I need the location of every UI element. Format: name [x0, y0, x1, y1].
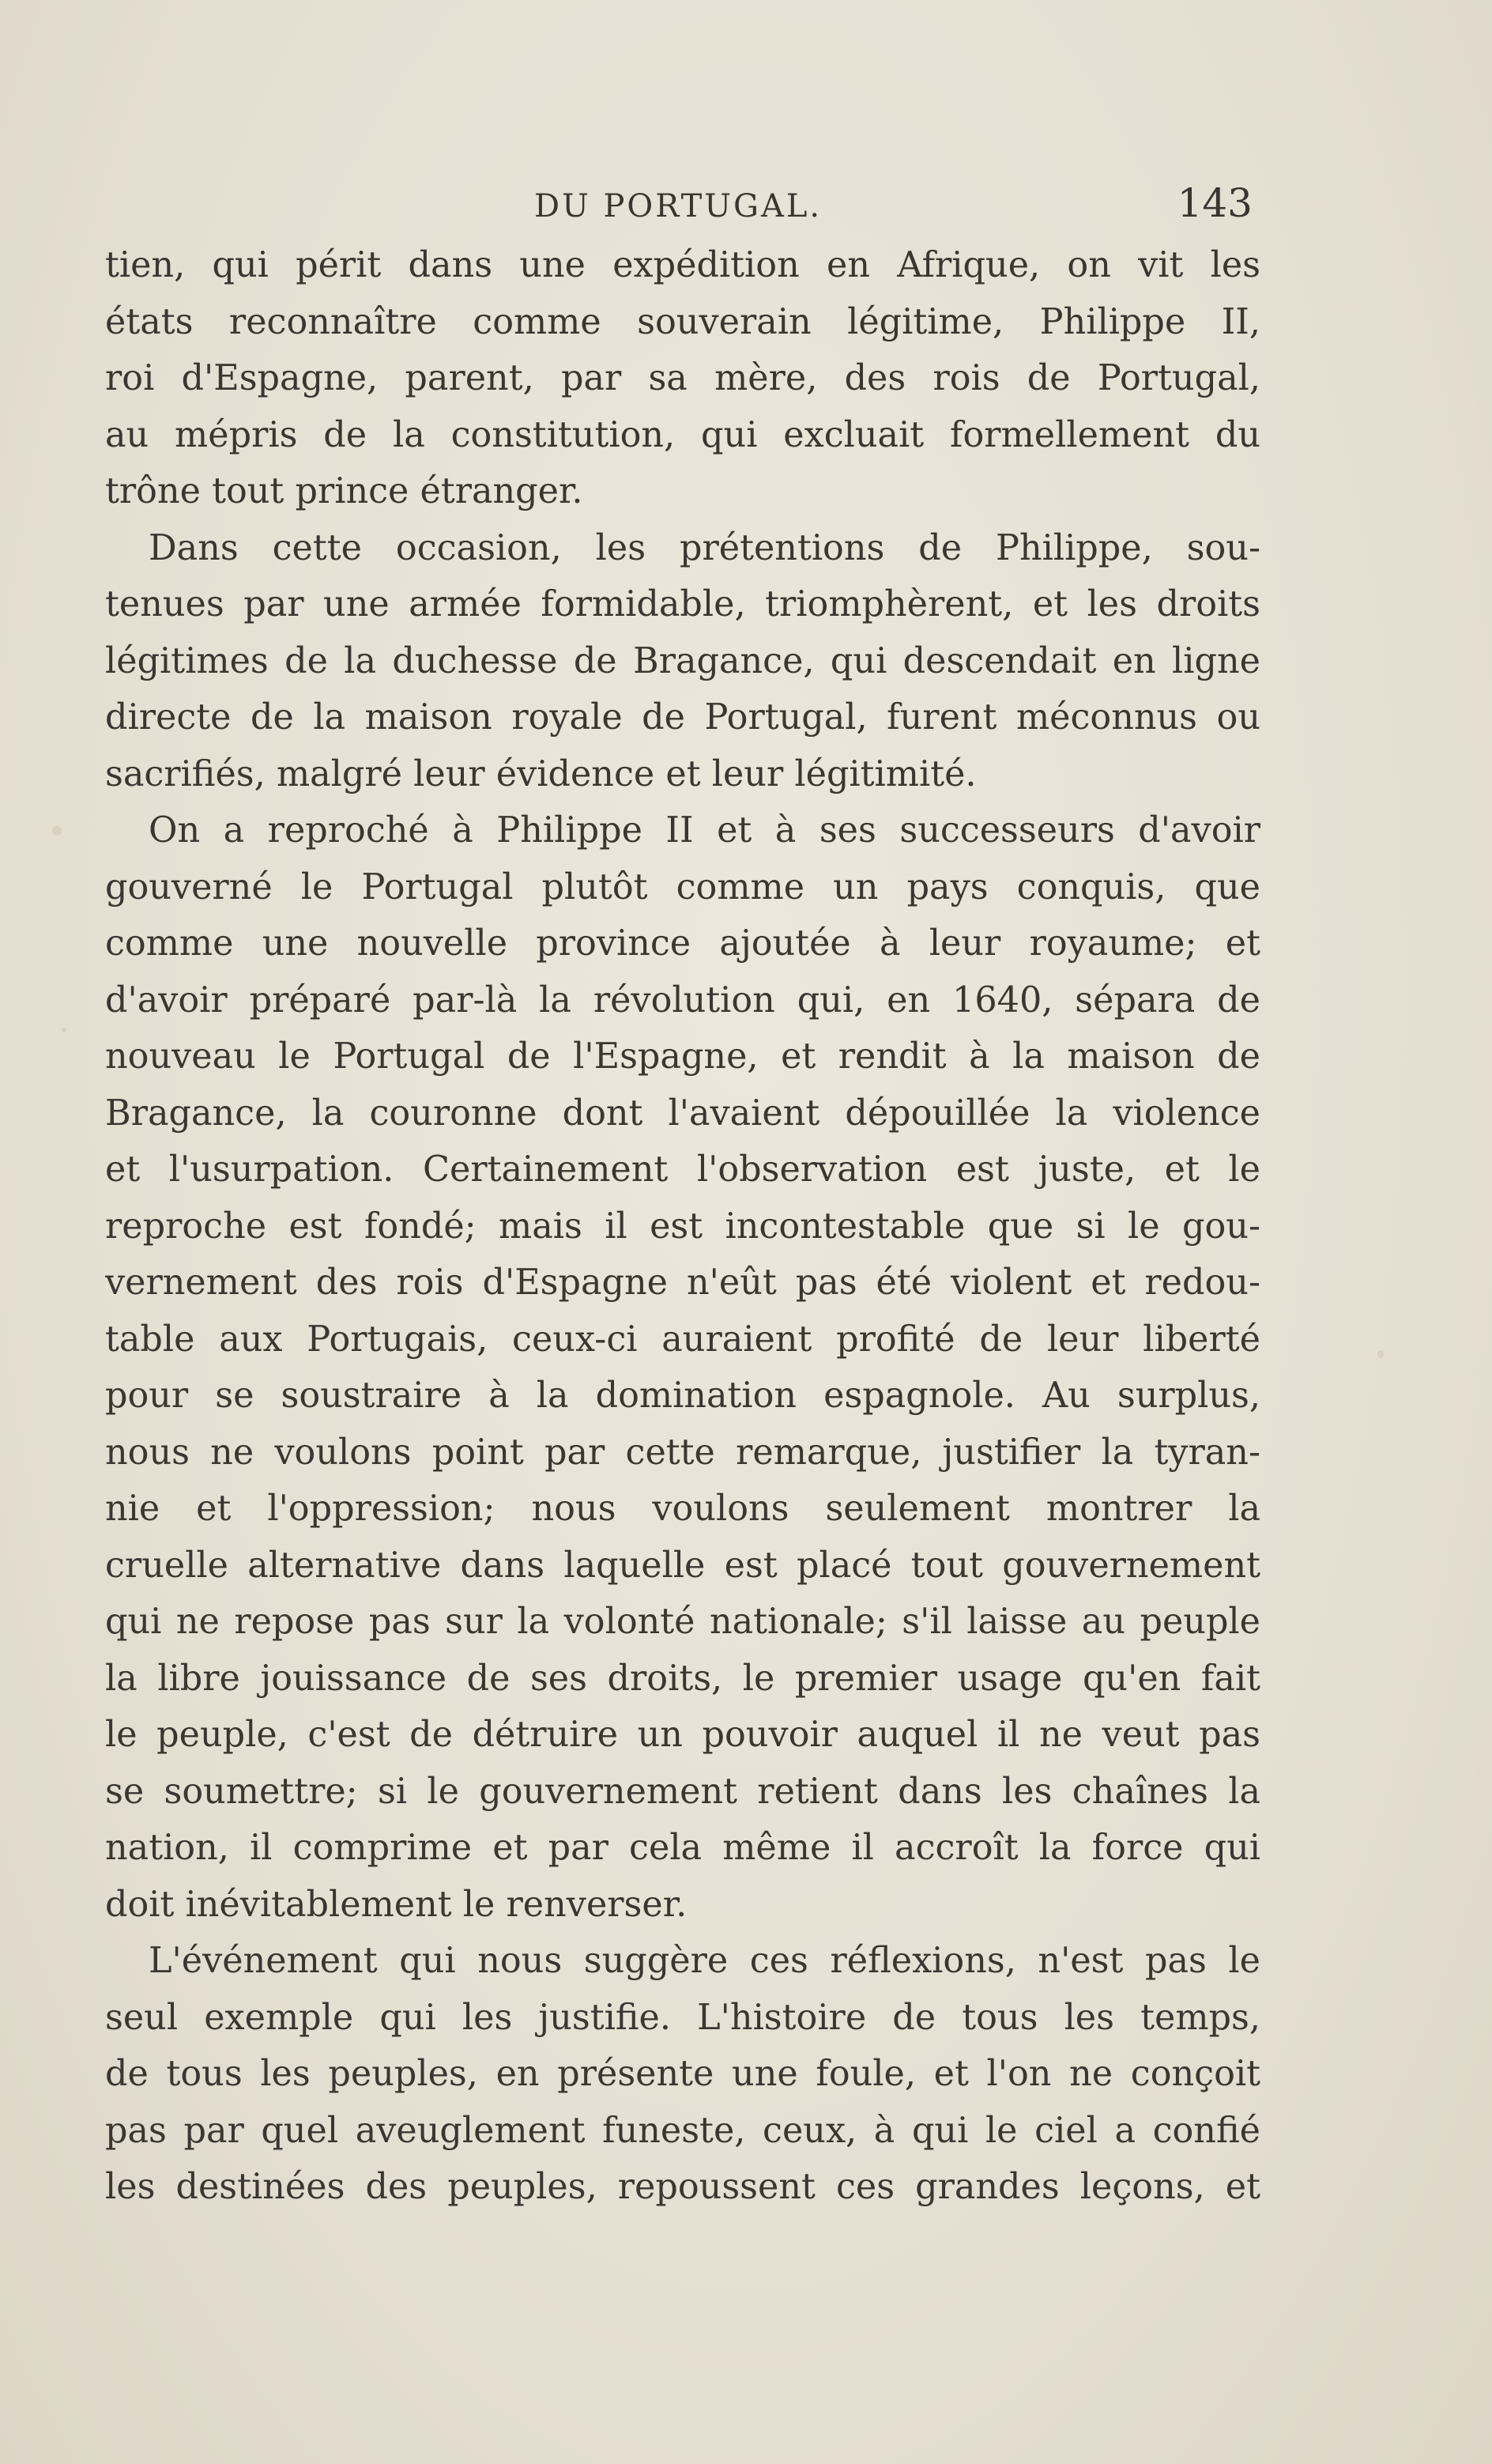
text-line: vernement des rois d'Espagne n'eût pas été violent et redou-	[105, 1262, 1260, 1303]
text-line: On a reproché à Philippe II et à ses successeurs d'avoir	[149, 810, 1260, 851]
text-line: au mépris de la constitution, qui excluait formellement du	[105, 414, 1260, 455]
text-line: table aux Portugais, ceux-ci auraient profité de leur liberté	[105, 1319, 1260, 1360]
text-line: les destinées des peuples, repoussent ces grandes leçons, et	[105, 2167, 1260, 2207]
text-line: cruelle alternative dans laquelle est placé tout gouvernement	[105, 1545, 1260, 1586]
page-number: 143	[1177, 180, 1253, 226]
text-line: Dans cette occasion, les prétentions de Philippe, sou-	[149, 527, 1260, 568]
page-header	[111, 180, 1260, 236]
paper-stain	[52, 826, 62, 836]
text-line: doit inévitablement le renverser.	[105, 1884, 688, 1925]
text-line: légitimes de la duchesse de Bragance, qui descendait en ligne	[105, 640, 1260, 681]
text-line: pas par quel aveuglement funeste, ceux, à qui le ciel a confié	[105, 2110, 1260, 2151]
text-line: se soumettre; si le gouvernement retient dans les chaînes la	[105, 1771, 1260, 1812]
text-line: le peuple, c'est de détruire un pouvoir auquel il ne veut pas	[105, 1715, 1260, 1755]
text-line: qui ne repose pas sur la volonté nationale; s'il laisse au peuple	[105, 1602, 1260, 1642]
text-line: tien, qui périt dans une expédition en Afrique, on vit les	[105, 245, 1260, 285]
text-line: tenues par une armée formidable, triomphèrent, et les droits	[105, 584, 1260, 624]
text-line: gouverné le Portugal plutôt comme un pays conquis, que	[105, 866, 1260, 907]
text-line: roi d'Espagne, parent, par sa mère, des rois de Portugal,	[105, 358, 1260, 398]
text-line: trône tout prince étranger.	[105, 471, 583, 511]
text-line: nation, il comprime et par cela même il accroît la force qui	[105, 1828, 1260, 1868]
text-line: L'événement qui nous suggère ces réflexions, n'est pas le	[149, 1941, 1260, 1981]
text-line: de tous les peuples, en présente une foule, et l'on ne conçoit	[105, 2054, 1260, 2094]
text-line: directe de la maison royale de Portugal, furent méconnus ou	[105, 697, 1260, 738]
text-line: d'avoir préparé par-là la révolution qui, en 1640, sépara de	[105, 979, 1260, 1021]
text-line: pour se soustraire à la domination espagnole. Au surplus,	[105, 1375, 1260, 1416]
text-line: sacrifiés, malgré leur évidence et leur légitimité.	[105, 753, 977, 794]
text-line: nouveau le Portugal de l'Espagne, et rendit à la maison de	[105, 1036, 1260, 1077]
running-head: DU PORTUGAL.	[534, 188, 823, 225]
paper-stain	[62, 1028, 66, 1032]
text-line: seul exemple qui les justifie. L'histoire de tous les temps,	[105, 1997, 1260, 2038]
text-line: Bragance, la couronne dont l'avaient dépouillée la violence	[105, 1092, 1260, 1134]
text-line: comme une nouvelle province ajoutée à leur royaume; et	[105, 923, 1260, 964]
text-line: états reconnaître comme souverain légitime, Philippe II,	[105, 301, 1260, 342]
text-line: reproche est fondé; mais il est incontestable que si le gou-	[105, 1206, 1260, 1247]
text-line: nous ne voulons point par cette remarque, justifier la tyran-	[105, 1432, 1260, 1473]
text-line: et l'usurpation. Certainement l'observation est juste, et le	[105, 1149, 1260, 1190]
paper-stain	[1377, 1350, 1384, 1358]
text-line: nie et l'oppression; nous voulons seulement montrer la	[105, 1489, 1260, 1529]
body-text	[105, 237, 1260, 2216]
text-line: la libre jouissance de ses droits, le premier usage qu'en fait	[105, 1658, 1260, 1699]
